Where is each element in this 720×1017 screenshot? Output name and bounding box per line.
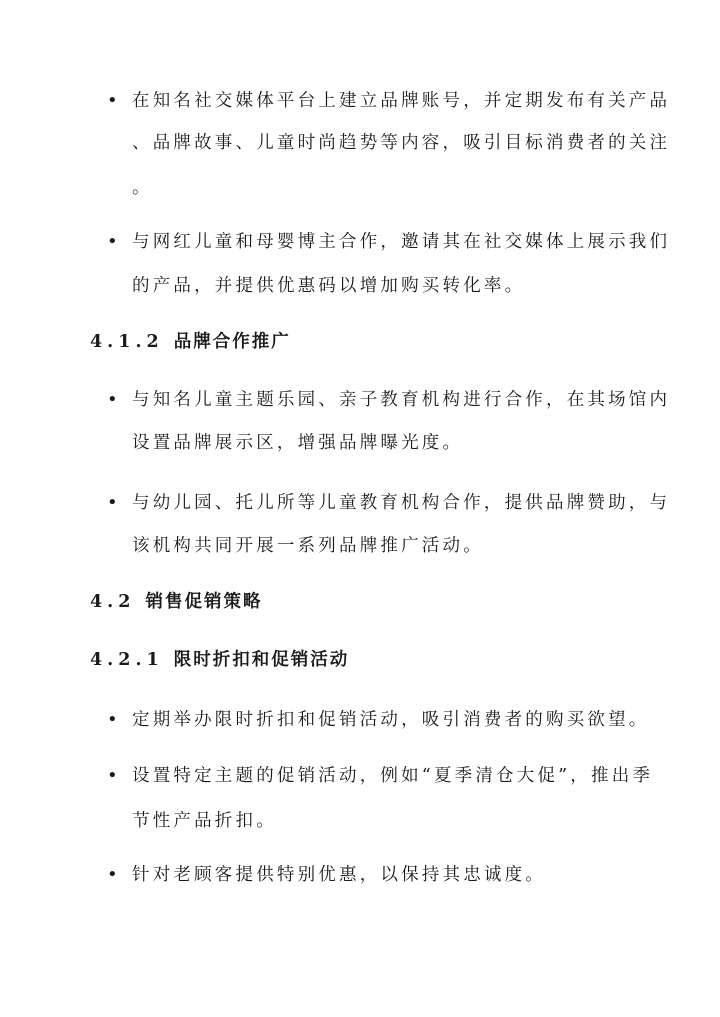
section-title: 品牌合作推广 (173, 332, 291, 352)
section-number: 4.1.2 (90, 332, 164, 352)
section-number: 4.2 (90, 592, 136, 612)
bullet-icon (107, 492, 115, 514)
list-item-text: 设置特定主题的促销活动，例如“夏季清仓大促”，推出季 (132, 766, 654, 786)
section-heading (90, 331, 291, 353)
list-item-text: 该机构共同开展一系列品牌推广活动。 (132, 536, 484, 556)
section-number: 4.2.1 (90, 650, 164, 670)
bullet-icon (107, 864, 115, 886)
list-item-text: 与网红儿童和母婴博主合作，邀请其在社交媒体上展示我们 (132, 232, 671, 252)
list-item-text: 针对老顾客提供特别优惠，以保持其忠诚度。 (132, 865, 546, 885)
section-heading (90, 591, 262, 613)
list-item-text: 节性产品折扣。 (132, 811, 277, 831)
bullet-icon (107, 709, 115, 731)
list-item-text: 定期举办限时折扣和促销活动，吸引消费者的购买欲望。 (132, 710, 650, 730)
list-item-text: 与幼儿园、托儿所等儿童教育机构合作，提供品牌赞助，与 (132, 493, 671, 513)
bullet-icon (107, 90, 115, 112)
section-title: 销售促销策略 (145, 592, 263, 612)
list-item-text: 与知名儿童主题乐园、亲子教育机构进行合作，在其场馆内 (132, 390, 671, 410)
bullet-icon (107, 231, 115, 253)
list-item-text: 、品牌故事、儿童时尚趋势等内容，吸引目标消费者的关注 (132, 133, 671, 153)
bullet-icon (107, 389, 115, 411)
bullet-icon (107, 765, 115, 787)
section-title: 限时折扣和促销活动 (173, 650, 350, 670)
list-item-text: 。 (132, 178, 153, 198)
list-item-text: 在知名社交媒体平台上建立品牌账号，并定期发布有关产品 (132, 91, 671, 111)
list-item-text: 设置品牌展示区，增强品牌曝光度。 (132, 433, 464, 453)
list-item-text: 的产品，并提供优惠码以增加购买转化率。 (132, 276, 526, 296)
section-heading (90, 649, 349, 671)
